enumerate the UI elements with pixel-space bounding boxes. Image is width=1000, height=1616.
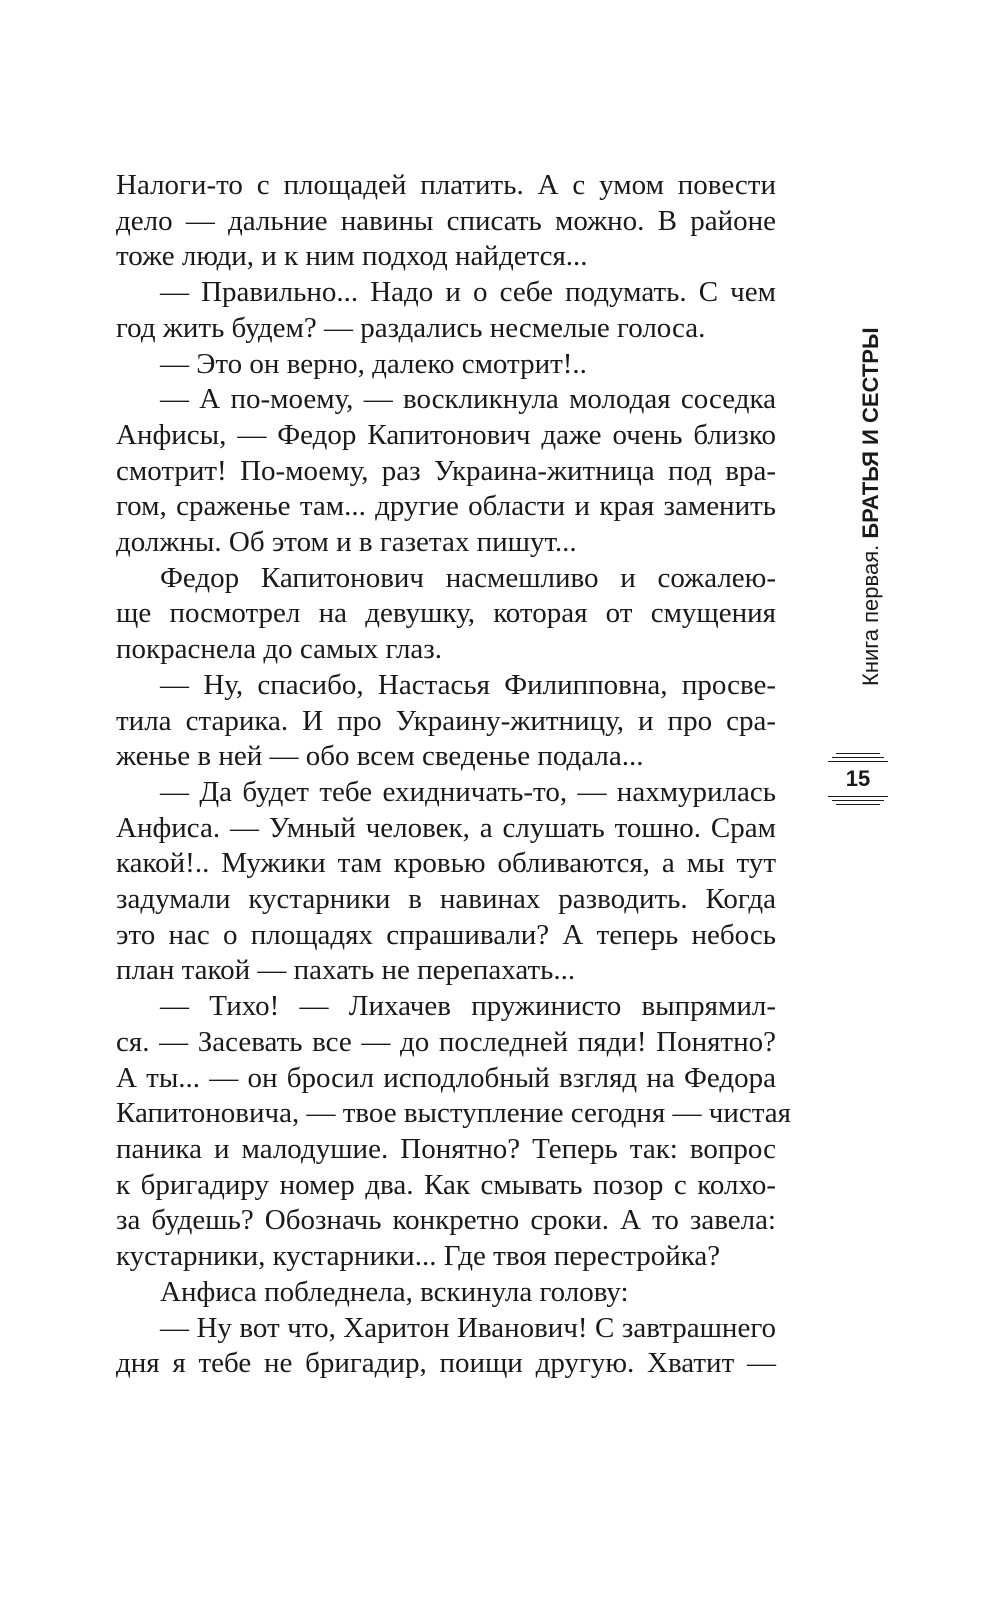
text-line: должны. Об этом и в газетах пишут... [116, 526, 577, 559]
text-line: паника и малодушие. Понятно? Теперь так: вопрос [116, 1132, 776, 1165]
text-line: смотрит! По-моему, раз Украина-житница под вра- [116, 454, 776, 487]
folio-rule [836, 804, 880, 805]
text-line: Федор Капитонович насмешливо и сожалею- [160, 561, 776, 594]
text-line: какой!.. Мужики там кровью обливаются, а мы тут [116, 847, 776, 880]
body-text [116, 168, 791, 1382]
folio-rule [832, 800, 884, 801]
text-line: Анфиса побледнела, вскинула голову: [160, 1275, 629, 1308]
text-line: А ты... — он бросил исподлобный взгляд на Федора [116, 1061, 776, 1094]
book-title-label: БРАТЬЯ И СЕСТРЫ [858, 327, 883, 539]
text-line: — А по-моему, — воскликнула молодая соседка [160, 383, 776, 416]
text-line: гом, сраженье там... другие области и края заменить [116, 490, 776, 523]
text-line: Налоги-то с площадей платить. А с умом повести [116, 169, 776, 201]
text-line: — Правильно... Надо и о себе подумать. С чем [160, 276, 776, 309]
text-line: задумали кустарники в навинах разводить. Когда [116, 883, 776, 916]
text-line: план такой — пахать не перепахать... [116, 954, 576, 987]
text-line: за будешь? Обозначь конкретно сроки. А то завела: [116, 1204, 776, 1237]
text-line: — Тихо! — Лихачев пружинисто выпрямил- [160, 990, 776, 1023]
folio-rule [828, 796, 888, 797]
folio-rule [828, 761, 888, 762]
text-line: год жить будем? — раздались несмелые голоса. [116, 311, 706, 344]
text-line: женье в ней — обо всем сведенье подала... [116, 740, 644, 773]
folio-rule [832, 757, 884, 758]
text-line: — Ну вот что, Харитон Иванович! С завтрашнего [160, 1311, 776, 1344]
text-line: дело — дальние навины списать можно. В районе [116, 204, 776, 237]
text-line: тила старика. И про Украину-житницу, и про сра- [116, 704, 776, 737]
text-line: ще посмотрел на девушку, которая от смущения [116, 597, 776, 630]
text-line: Анфисы, — Федор Капитонович даже очень близко [116, 418, 776, 451]
text-line: — Да будет тебе ехидничать-то, — нахмурилась [160, 775, 776, 808]
text-line: кустарники, кустарники... Где твоя перестройка? [116, 1240, 721, 1273]
text-line: Анфиса. — Умный человек, а слушать тошно. Срам [116, 811, 776, 844]
text-line: к бригадиру номер два. Как смывать позор с колхо- [116, 1168, 776, 1201]
text-line: это нас о площадях спрашивали? А теперь небось [116, 918, 776, 951]
text-line: тоже люди, и к ним подход найдется... [116, 240, 588, 273]
book-part-label: Книга первая. [858, 544, 883, 686]
folio-rule [836, 753, 880, 754]
page-number: 15 [845, 766, 871, 791]
text-line: — Это он верно, далеко смотрит!.. [160, 347, 587, 380]
folio [828, 753, 888, 808]
text-line: дня я тебе не бригадир, поищи другую. Хватит — [116, 1347, 776, 1380]
text-line: Капитоновича, — твое выступление сегодня — чистая [116, 1097, 791, 1130]
text-line: ся. — Засевать все — до последней пяди! Понятно? [116, 1025, 776, 1058]
text-line: покраснела до самых глаз. [116, 633, 442, 666]
running-head [858, 327, 884, 686]
text-line: — Ну, спасибо, Настасья Филипповна, просве- [160, 668, 776, 701]
